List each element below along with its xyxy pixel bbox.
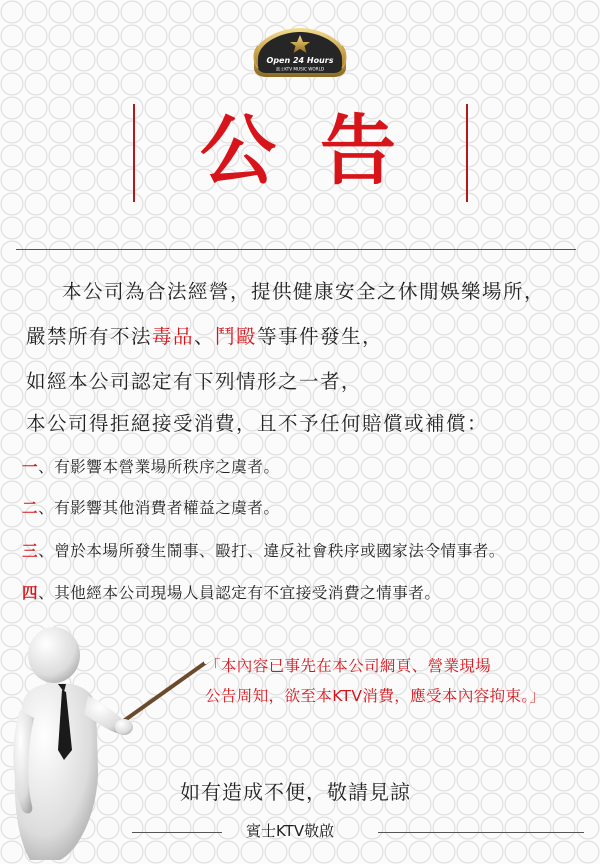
signature-rule-right xyxy=(378,832,584,833)
list-item xyxy=(22,581,441,603)
notice-line-2: 公告周知，欲至本KTV消費，應受本內容拘束。」 xyxy=(205,687,546,705)
intro-line-1: 本公司為合法經營，提供健康安全之休閒娛樂場所， xyxy=(62,280,546,303)
signature: 賓士KTV敬啟 xyxy=(246,822,335,840)
item-text: 、有影響本營業場所秩序之虞者。 xyxy=(38,458,280,476)
item-text: 、其他經本公司現場人員認定有不宜接受消費之情事者。 xyxy=(38,584,441,602)
highlight-drugs: 毒品 xyxy=(152,325,195,348)
ktv-logo xyxy=(250,22,350,86)
list-item xyxy=(22,539,505,561)
title-left-bar xyxy=(133,104,135,202)
intro-line-2-pre: 嚴禁所有不法 xyxy=(26,325,153,348)
item-number: 三 xyxy=(22,542,39,560)
closing-apology: 如有造成不便，敬請見諒 xyxy=(180,780,411,804)
item-number: 四 xyxy=(22,584,39,602)
logo-line1: Open 24 Hours xyxy=(266,56,334,65)
presenter-figure xyxy=(0,610,230,860)
list-item xyxy=(22,496,280,518)
logo-line2: 賓士KTV MUSIC WORLD xyxy=(275,66,325,72)
notice-line-1: 「本內容已事先在本公司網頁、營業現場 xyxy=(205,657,492,675)
intro-line-3: 如經本公司認定有下列情形之一者， xyxy=(26,370,363,393)
list-item xyxy=(22,455,280,477)
signature-rule-left xyxy=(132,832,222,833)
item-number: 二 xyxy=(22,499,39,517)
highlight-fighting: 鬥毆 xyxy=(215,325,258,348)
item-text: 、曾於本場所發生鬧事、毆打、違反社會秩序或國家法令情事者。 xyxy=(38,542,506,560)
page-title: 公告 xyxy=(200,106,440,195)
intro-line-2-sep: 、 xyxy=(194,325,216,348)
divider-top xyxy=(16,249,576,250)
intro-line-2 xyxy=(26,321,383,349)
intro-line-4: 本公司得拒絕接受消費，且不予任何賠償或補償： xyxy=(26,412,489,435)
item-text: 、有影響其他消費者權益之虞者。 xyxy=(38,499,280,517)
intro-line-2-post: 等事件發生， xyxy=(257,325,384,348)
title-right-bar xyxy=(466,104,468,202)
item-number: 一 xyxy=(22,458,39,476)
